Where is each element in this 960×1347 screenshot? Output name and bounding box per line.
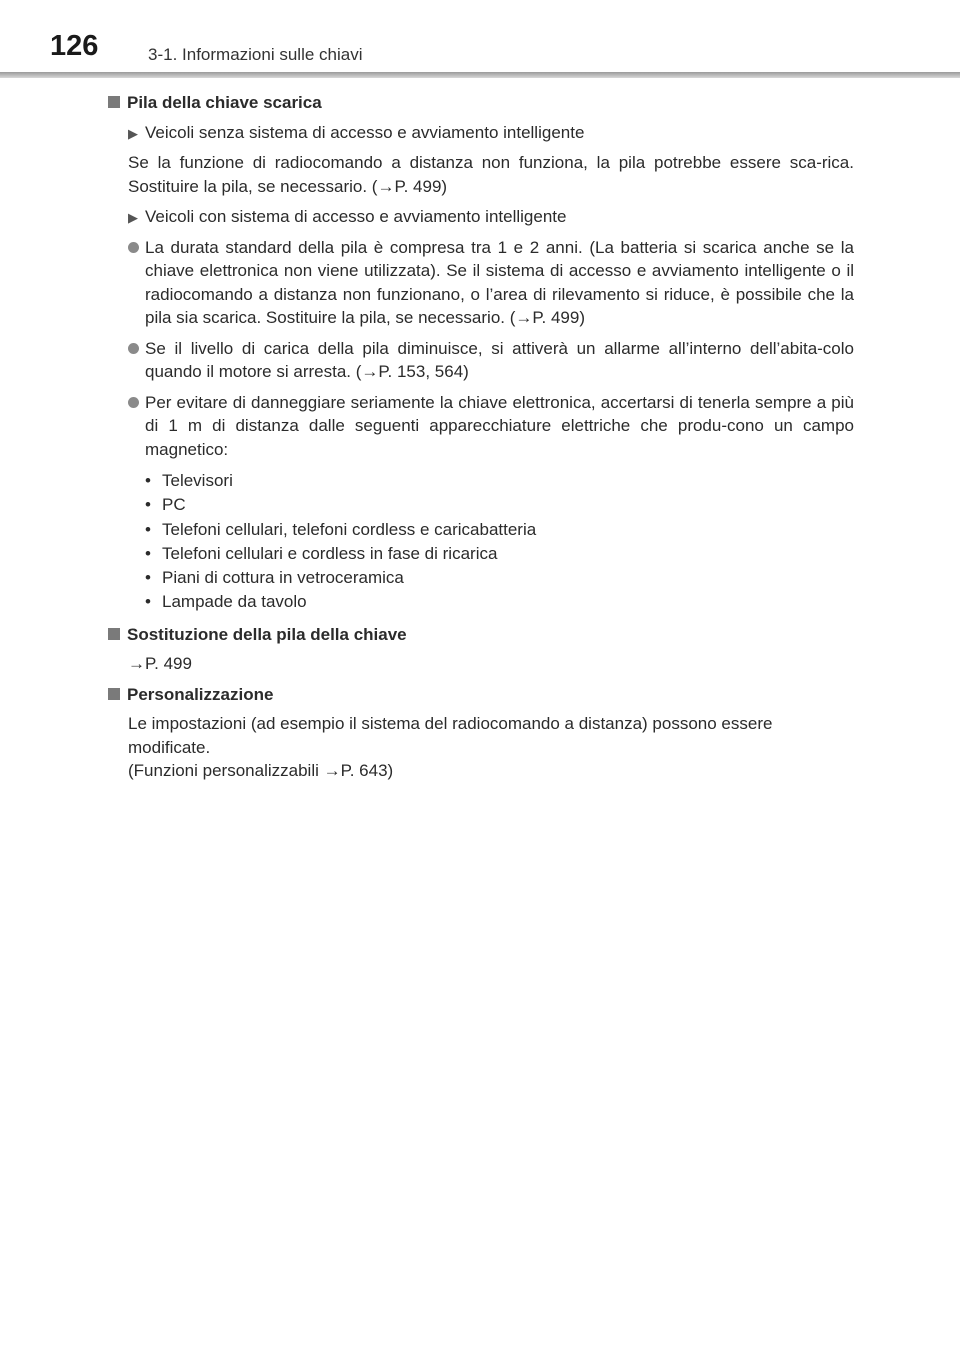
bullet-item	[128, 236, 854, 330]
heading-text: Sostituzione della pila della chiave	[127, 624, 407, 644]
subheading-without-smart-entry	[128, 121, 854, 146]
page-number: 126	[50, 30, 99, 62]
bullet-item	[128, 337, 854, 384]
circle-bullet-icon	[128, 236, 145, 247]
page-header	[0, 0, 960, 80]
section-title: 3-1. Informazioni sulle chiavi	[148, 45, 363, 64]
heading-text: Pila della chiave scarica	[127, 93, 322, 112]
page-reference: (Funzioni personalizzabili →P. 643)	[128, 761, 394, 781]
list-item: • Televisori	[145, 471, 233, 490]
subheading-text: Veicoli con sistema di accesso e avviamento intelligente	[145, 207, 567, 226]
bullet-text: Se il livello di carica della pila diminuisce, si attiverà un allarme all’interno dell’abita-colo quando il motore si arresta. (→P. 153, 564)	[145, 338, 854, 381]
list-item: • Telefoni cellulari, telefoni cordless e caricabatteria	[145, 519, 537, 539]
bullet-text: Per evitare di danneggiare seriamente la chiave elettronica, accertarsi di tenerla sempre a più di 1 m di distanza dalle seguenti apparecchiature elettriche che produ-cono un campo magnetico:	[145, 392, 854, 459]
list-item: • Telefoni cellulari e cordless in fase di ricarica	[145, 543, 498, 563]
circle-bullet-icon	[128, 391, 145, 402]
list-item: • PC	[145, 495, 186, 515]
heading-customization	[108, 683, 854, 707]
device-list	[145, 469, 854, 615]
subheading-with-smart-entry	[128, 205, 854, 230]
heading-dead-battery	[108, 91, 854, 115]
header-rule	[0, 72, 960, 78]
subheading-text: Veicoli senza sistema di accesso e avviamento intelligente	[145, 122, 585, 142]
page-content	[108, 91, 854, 790]
bullet-text: La durata standard della pila è compresa tra 1 e 2 anni. (La batteria si scarica anche se la chiave elettronica non viene utilizzata). Se il sistema di accesso e avviamento intelligente o il radiocomando a distanza non funzionano, o l’area di rilevamento si riduce, è possibile che la pila sia scarica. Sostituire la pila, se necessario. (→P. 499)	[145, 237, 854, 327]
triangle-right-icon: ▶	[128, 125, 138, 141]
list-item: • Piani di cottura in vetroceramica	[145, 568, 404, 588]
triangle-right-icon: ▶	[128, 210, 138, 225]
square-bullet-icon	[108, 688, 120, 700]
bullet-item	[128, 391, 854, 462]
circle-bullet-icon	[128, 337, 145, 348]
heading-battery-replacement	[108, 623, 854, 647]
square-bullet-icon	[108, 628, 120, 640]
page-reference: →P. 499	[128, 654, 192, 674]
paragraph: Le impostazioni (ad esempio il sistema del radiocomando a distanza) possono essere modificate.	[128, 714, 773, 757]
heading-text: Personalizzazione	[127, 684, 274, 704]
square-bullet-icon	[108, 96, 120, 108]
paragraph: Se la funzione di radiocomando a distanza non funziona, la pila potrebbe essere sca-rica. Sostituire la pila, se necessario. (→P. 499)	[128, 153, 854, 196]
list-item: • Lampade da tavolo	[145, 592, 307, 612]
